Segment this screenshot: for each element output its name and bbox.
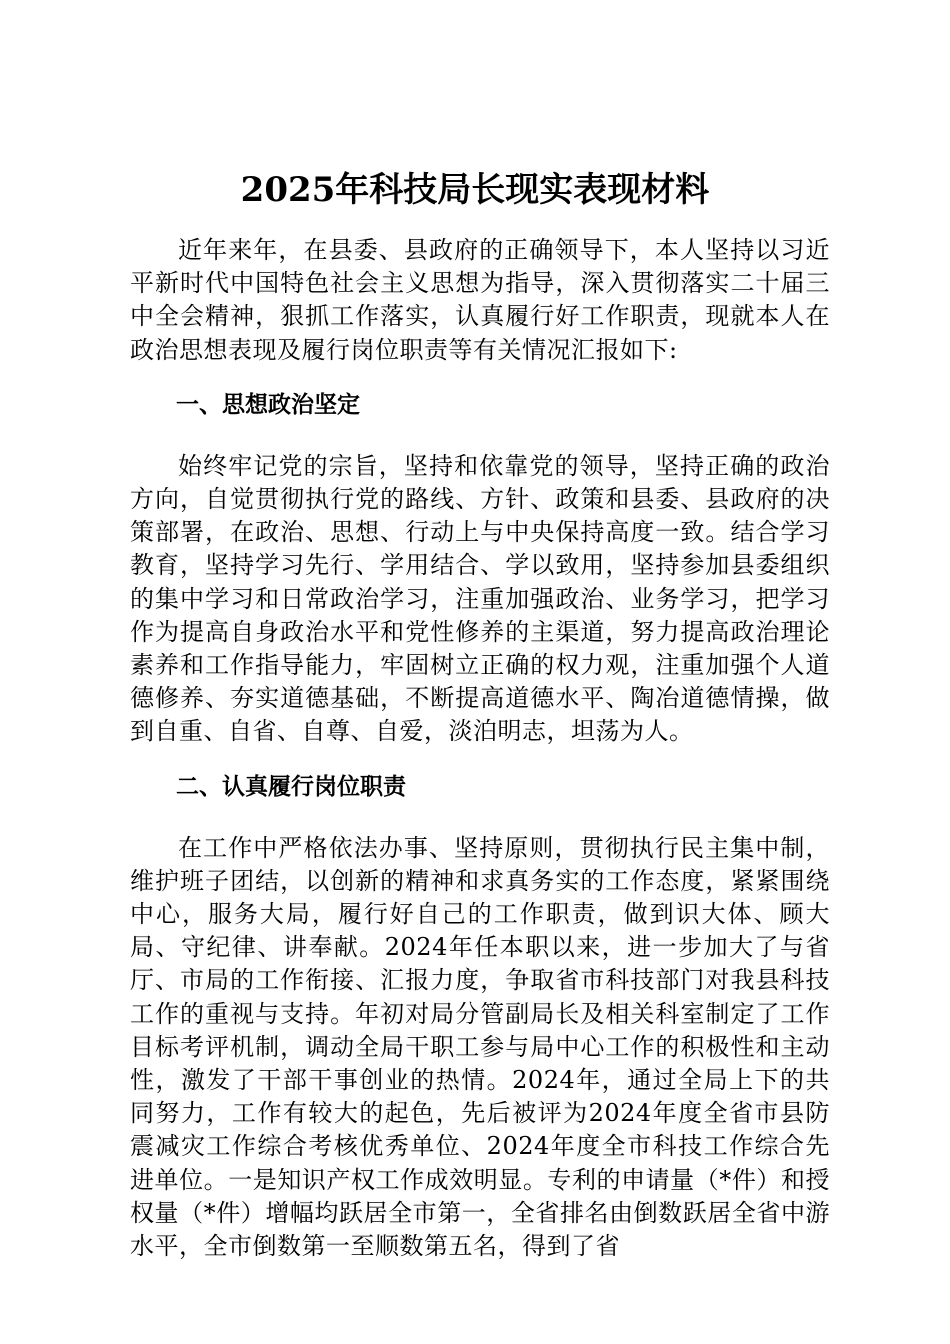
section-paragraph-2: 在工作中严格依法办事、坚持原则，贯彻执行民主集中制，维护班子团结，以创新的精神和求真务实的工作态度，紧紧围绕中心，服务大局，履行好自己的工作职责，做到识大体、顾大局、守纪律、讲奉献。2024年任本职以来，进一步加大了与省厅、市局的工作衔接、汇报力度，争取省市科技部门对我县科技工作的重视与支持。年初对局分管副局长及相关科室制定了工作目标考评机制，调动全局干职工参与局中心工作的积极性和主动性，激发了干部干事创业的热情。2024年，通过全局上下的共同努力，工作有较大的起色，先后被评为2024年度全省市县防震减灾工作综合考核优秀单位、2024年度全市科技工作综合先进单位。一是知识产权工作成效明显。专利的申请量（*件）和授权量（*件）增幅均跃居全市第一，全省排名由倒数跃居全省中游水平，全市倒数第一至顺数第五名，得到了省: [130, 833, 830, 1261]
spacer: [130, 367, 830, 389]
document-title: 2025年科技局长现实表现材料: [240, 170, 710, 210]
intro-paragraph: 近年来年，在县委、县政府的正确领导下，本人坚持以习近平新时代中国特色社会主义思想为指导，深入贯彻落实二十届三中全会精神，狠抓工作落实，认真履行好工作职责，现就本人在政治思想表现及履行岗位职责等有关情况汇报如下:: [130, 236, 830, 364]
document-body: [130, 234, 830, 1263]
spacer: [130, 422, 830, 450]
section-paragraph-1: 始终牢记党的宗旨，坚持和依靠党的领导，坚持正确的政治方向，自觉贯彻执行党的路线、方针、政策和县委、县政府的决策部署，在政治、思想、行动上与中央保持高度一致。结合学习教育，坚持学习先行、学用结合、学以致用，坚持参加县委组织的集中学习和日常政治学习，注重加强政治、业务学习，把学习作为提高自身政治水平和党性修养的主渠道，努力提高政治理论素养和工作指导能力，牢固树立正确的权力观，注重加强个人道德修养、夯实道德基础，不断提高道德水平、陶冶道德情操，做到自重、自省、自尊、自爱，淡泊明志，坦荡为人。: [130, 451, 830, 746]
section-heading-1: 一、思想政治坚定: [176, 391, 360, 418]
spacer: [130, 749, 830, 771]
section-heading-2: 二、认真履行岗位职责: [176, 773, 406, 800]
spacer: [130, 804, 830, 832]
